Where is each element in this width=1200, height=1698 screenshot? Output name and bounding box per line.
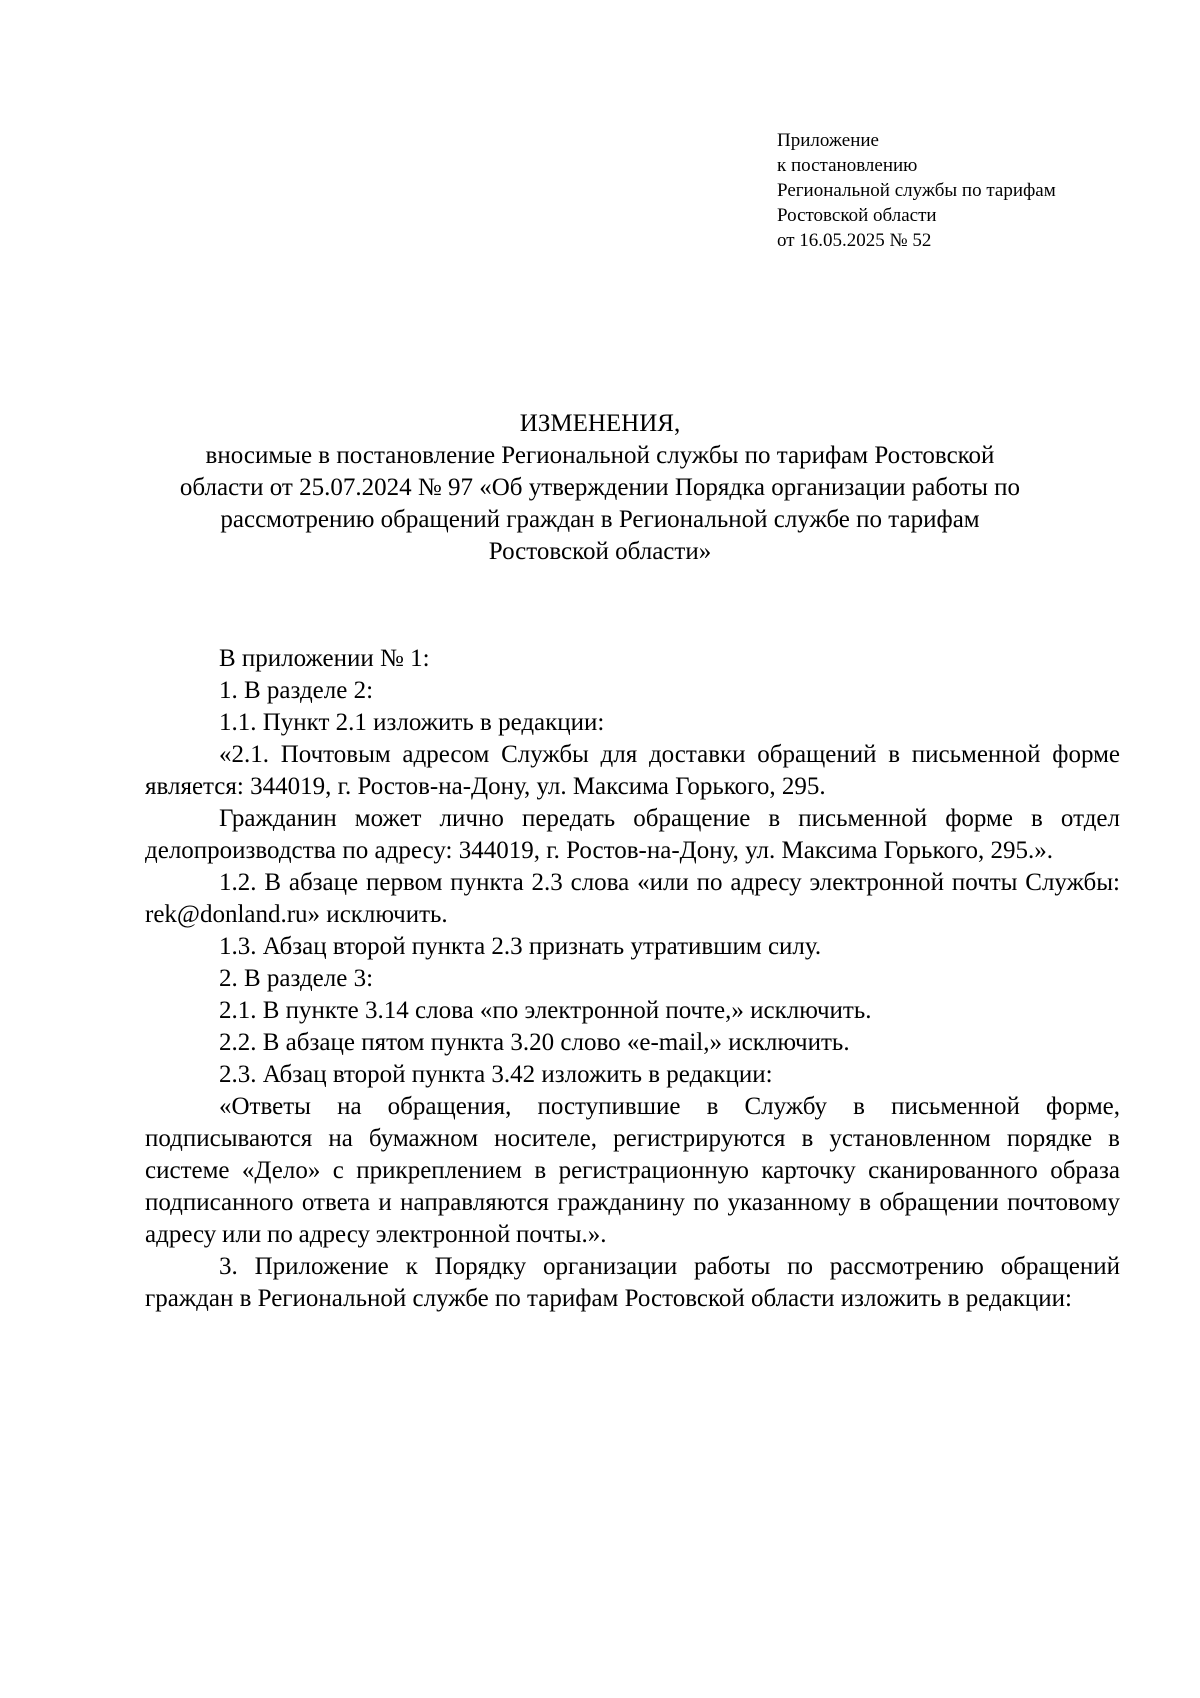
body-paragraph: 2.2. В абзаце пятом пункта 3.20 слово «e-mail,» исключить.: [219, 1029, 850, 1056]
body-paragraph: 1.1. Пункт 2.1 изложить в редакции:: [219, 709, 605, 736]
body-paragraph: 1.2. В абзаце первом пункта 2.3 слова «или по адресу электронной почты Службы: rek@donland.ru» исключить.: [145, 869, 1120, 928]
title-line: вносимые в постановление Региональной службы по тарифам Ростовской: [205, 442, 995, 469]
body-paragraph: В приложении № 1:: [219, 645, 430, 672]
body-paragraph: 1. В разделе 2:: [219, 677, 374, 704]
body-paragraph: 2. В разделе 3:: [219, 965, 374, 992]
body-paragraph: 2.3. Абзац второй пункта 3.42 изложить в редакции:: [219, 1061, 773, 1088]
title-line: Ростовской области»: [488, 538, 712, 565]
annex-line: к постановлению: [777, 155, 918, 176]
title-heading: ИЗМЕНЕНИЯ,: [519, 410, 681, 437]
body-paragraph: Гражданин может лично передать обращение в письменной форме в отдел делопроизводства по адресу: 344019, г. Ростов-на-Дону, ул. Максима Горького, 295.».: [145, 805, 1120, 864]
document-title: [120, 408, 1080, 568]
annex-line: Региональной службы по тарифам: [777, 180, 1056, 201]
body-paragraph: 1.3. Абзац второй пункта 2.3 признать утратившим силу.: [219, 933, 822, 960]
annex-line: от 16.05.2025 № 52: [777, 230, 932, 251]
body-paragraph: «Ответы на обращения, поступившие в Службу в письменной форме, подписываются на бумажном носителе, регистрируются в установленном порядке в системе «Дело» с прикреплением в регистрационную карточку сканированного образа подписанного ответа и направляются гражданину по указанному в обращении почтовому адресу или по адресу электронной почты.».: [145, 1093, 1120, 1248]
title-line: области от 25.07.2024 № 97 «Об утверждении Порядка организации работы по: [179, 474, 1021, 501]
body-paragraph: 2.1. В пункте 3.14 слова «по электронной почте,» исключить.: [219, 997, 872, 1024]
body-paragraph: 3. Приложение к Порядку организации работы по рассмотрению обращений граждан в Региональной службе по тарифам Ростовской области изложить в редакции:: [145, 1253, 1120, 1312]
document-body: [145, 643, 1120, 1315]
annex-line: Приложение: [777, 130, 879, 151]
annex-header: [777, 128, 1177, 253]
annex-line: Ростовской области: [777, 205, 937, 226]
body-paragraph: «2.1. Почтовым адресом Службы для доставки обращений в письменной форме является: 344019, г. Ростов-на-Дону, ул. Максима Горького, 295.: [145, 741, 1120, 800]
title-line: рассмотрению обращений граждан в Региональной службе по тарифам: [220, 506, 980, 533]
